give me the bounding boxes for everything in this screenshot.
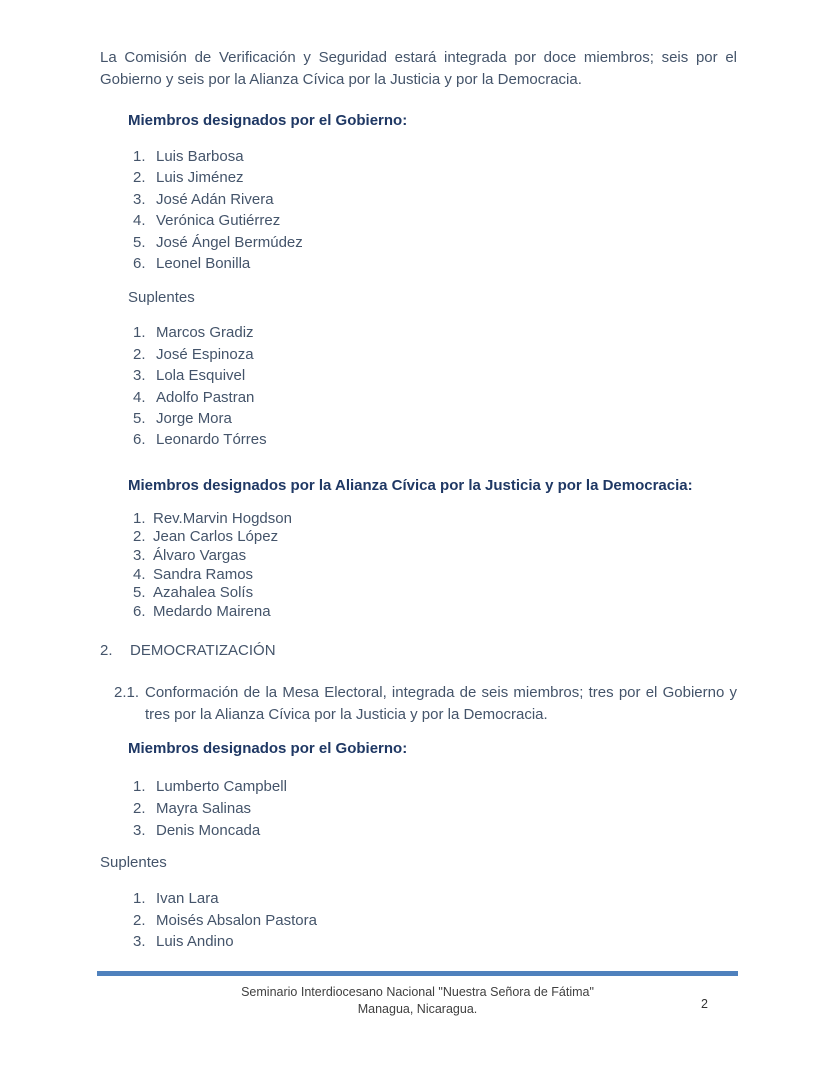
item-name: Medardo Mairena bbox=[153, 602, 271, 620]
sup2-list bbox=[133, 888, 737, 953]
list-item bbox=[133, 408, 737, 429]
item-name: Lumberto Campbell bbox=[156, 778, 287, 796]
section-2-heading bbox=[100, 640, 737, 661]
item-number: 4. bbox=[133, 212, 146, 230]
list-item bbox=[133, 547, 737, 566]
item-number: 6. bbox=[133, 255, 146, 273]
list-item bbox=[133, 344, 737, 365]
item-number: 3. bbox=[133, 367, 146, 385]
list-item bbox=[133, 253, 737, 274]
item-number: 5. bbox=[133, 410, 146, 428]
list-item bbox=[133, 566, 737, 585]
item-name: Ivan Lara bbox=[156, 889, 219, 907]
intro-paragraph: La Comisión de Verificación y Seguridad estará integrada por doce miembros; seis por el Gobierno y seis por la Alianza Cívica por la Justicia y por la Democracia. bbox=[100, 49, 737, 88]
item-name: Luis Andino bbox=[156, 933, 234, 951]
footer-divider bbox=[97, 971, 738, 976]
heading-gov2: Miembros designados por el Gobierno: bbox=[128, 740, 408, 758]
list-item bbox=[133, 820, 737, 842]
item-name: Leonardo Tórres bbox=[156, 431, 267, 449]
item-number: 1. bbox=[133, 778, 146, 796]
list-item bbox=[133, 776, 737, 798]
item-name: Leonel Bonilla bbox=[156, 255, 251, 273]
item-number: 1. bbox=[133, 509, 146, 527]
list-item bbox=[133, 429, 737, 450]
item-name: José Adán Rivera bbox=[156, 190, 274, 208]
item-number: 6. bbox=[133, 602, 146, 620]
item-number: 2. bbox=[133, 800, 146, 818]
item-number: 1. bbox=[133, 324, 146, 342]
list-item bbox=[133, 189, 737, 210]
item-name: Jean Carlos López bbox=[153, 528, 279, 546]
list-item bbox=[133, 167, 737, 188]
gov1-list bbox=[133, 146, 737, 274]
list-item bbox=[133, 603, 737, 622]
item-number: 5. bbox=[133, 233, 146, 251]
item-name: Moisés Absalon Pastora bbox=[156, 911, 317, 929]
item-number: 3. bbox=[133, 933, 146, 951]
heading-alianza: Miembros designados por la Alianza Cívica por la Justicia y por la Democracia: bbox=[128, 476, 693, 494]
list-item bbox=[133, 210, 737, 231]
item-name: Marcos Gradiz bbox=[156, 324, 254, 342]
item-number: 3. bbox=[133, 822, 146, 840]
section-number: 2. bbox=[100, 642, 113, 660]
item-number: 2. bbox=[133, 911, 146, 929]
list-item bbox=[133, 387, 737, 408]
item-number: 2. bbox=[133, 528, 146, 546]
item-number: 2. bbox=[133, 345, 146, 363]
list-item bbox=[133, 322, 737, 343]
item-name: Adolfo Pastran bbox=[156, 388, 255, 406]
list-item bbox=[133, 798, 737, 820]
list-item bbox=[133, 931, 737, 953]
section-title: DEMOCRATIZACIÓN bbox=[130, 642, 276, 660]
item-name: Rev.Marvin Hogdson bbox=[153, 509, 292, 527]
item-name: Jorge Mora bbox=[156, 410, 232, 428]
item-number: 3. bbox=[133, 547, 146, 565]
sup1-list bbox=[133, 322, 737, 450]
list-item bbox=[133, 232, 737, 253]
clause-2-1 bbox=[114, 682, 737, 725]
item-name: Lola Esquivel bbox=[156, 367, 246, 385]
suplentes-label-2: Suplentes bbox=[100, 853, 167, 871]
item-name: Sandra Ramos bbox=[153, 565, 254, 583]
gov2-list bbox=[133, 776, 737, 841]
footer-line-1: Seminario Interdiocesano Nacional "Nuestra Señora de Fátima" bbox=[241, 985, 594, 999]
item-number: 5. bbox=[133, 584, 146, 602]
list-item bbox=[133, 365, 737, 386]
list-item bbox=[133, 910, 737, 932]
document-body bbox=[100, 47, 737, 953]
item-name: Azahalea Solís bbox=[153, 584, 254, 602]
clause-number: 2.1. bbox=[114, 684, 140, 702]
item-name: Álvaro Vargas bbox=[153, 547, 247, 565]
item-name: José Ángel Bermúdez bbox=[156, 233, 303, 251]
item-number: 2. bbox=[133, 169, 146, 187]
list-item bbox=[133, 146, 737, 167]
item-number: 1. bbox=[133, 148, 146, 165]
item-name: Luis Barbosa bbox=[156, 148, 244, 165]
item-name: Denis Moncada bbox=[156, 822, 261, 840]
list-item bbox=[133, 888, 737, 910]
suplentes-label-1: Suplentes bbox=[128, 289, 195, 307]
item-number: 3. bbox=[133, 190, 146, 208]
list-item bbox=[133, 528, 737, 547]
item-number: 4. bbox=[133, 388, 146, 406]
item-name: José Espinoza bbox=[156, 345, 254, 363]
page-number: 2 bbox=[701, 997, 708, 1011]
footer bbox=[97, 984, 738, 1017]
clause-text: Conformación de la Mesa Electoral, integrada de seis miembros; tres por el Gobierno y tres por la Alianza Cívica por la Justicia y por la Democracia. bbox=[145, 684, 737, 723]
list-item bbox=[133, 584, 737, 603]
item-number: 4. bbox=[133, 565, 146, 583]
item-name: Verónica Gutiérrez bbox=[156, 212, 281, 230]
item-number: 1. bbox=[133, 889, 146, 907]
footer-line-2: Managua, Nicaragua. bbox=[357, 1001, 478, 1016]
item-name: Luis Jiménez bbox=[156, 169, 244, 187]
heading-gov1: Miembros designados por el Gobierno: bbox=[128, 112, 408, 129]
item-number: 6. bbox=[133, 431, 146, 449]
list-item bbox=[133, 510, 737, 529]
item-name: Mayra Salinas bbox=[156, 800, 252, 818]
alianza-list bbox=[133, 510, 737, 622]
